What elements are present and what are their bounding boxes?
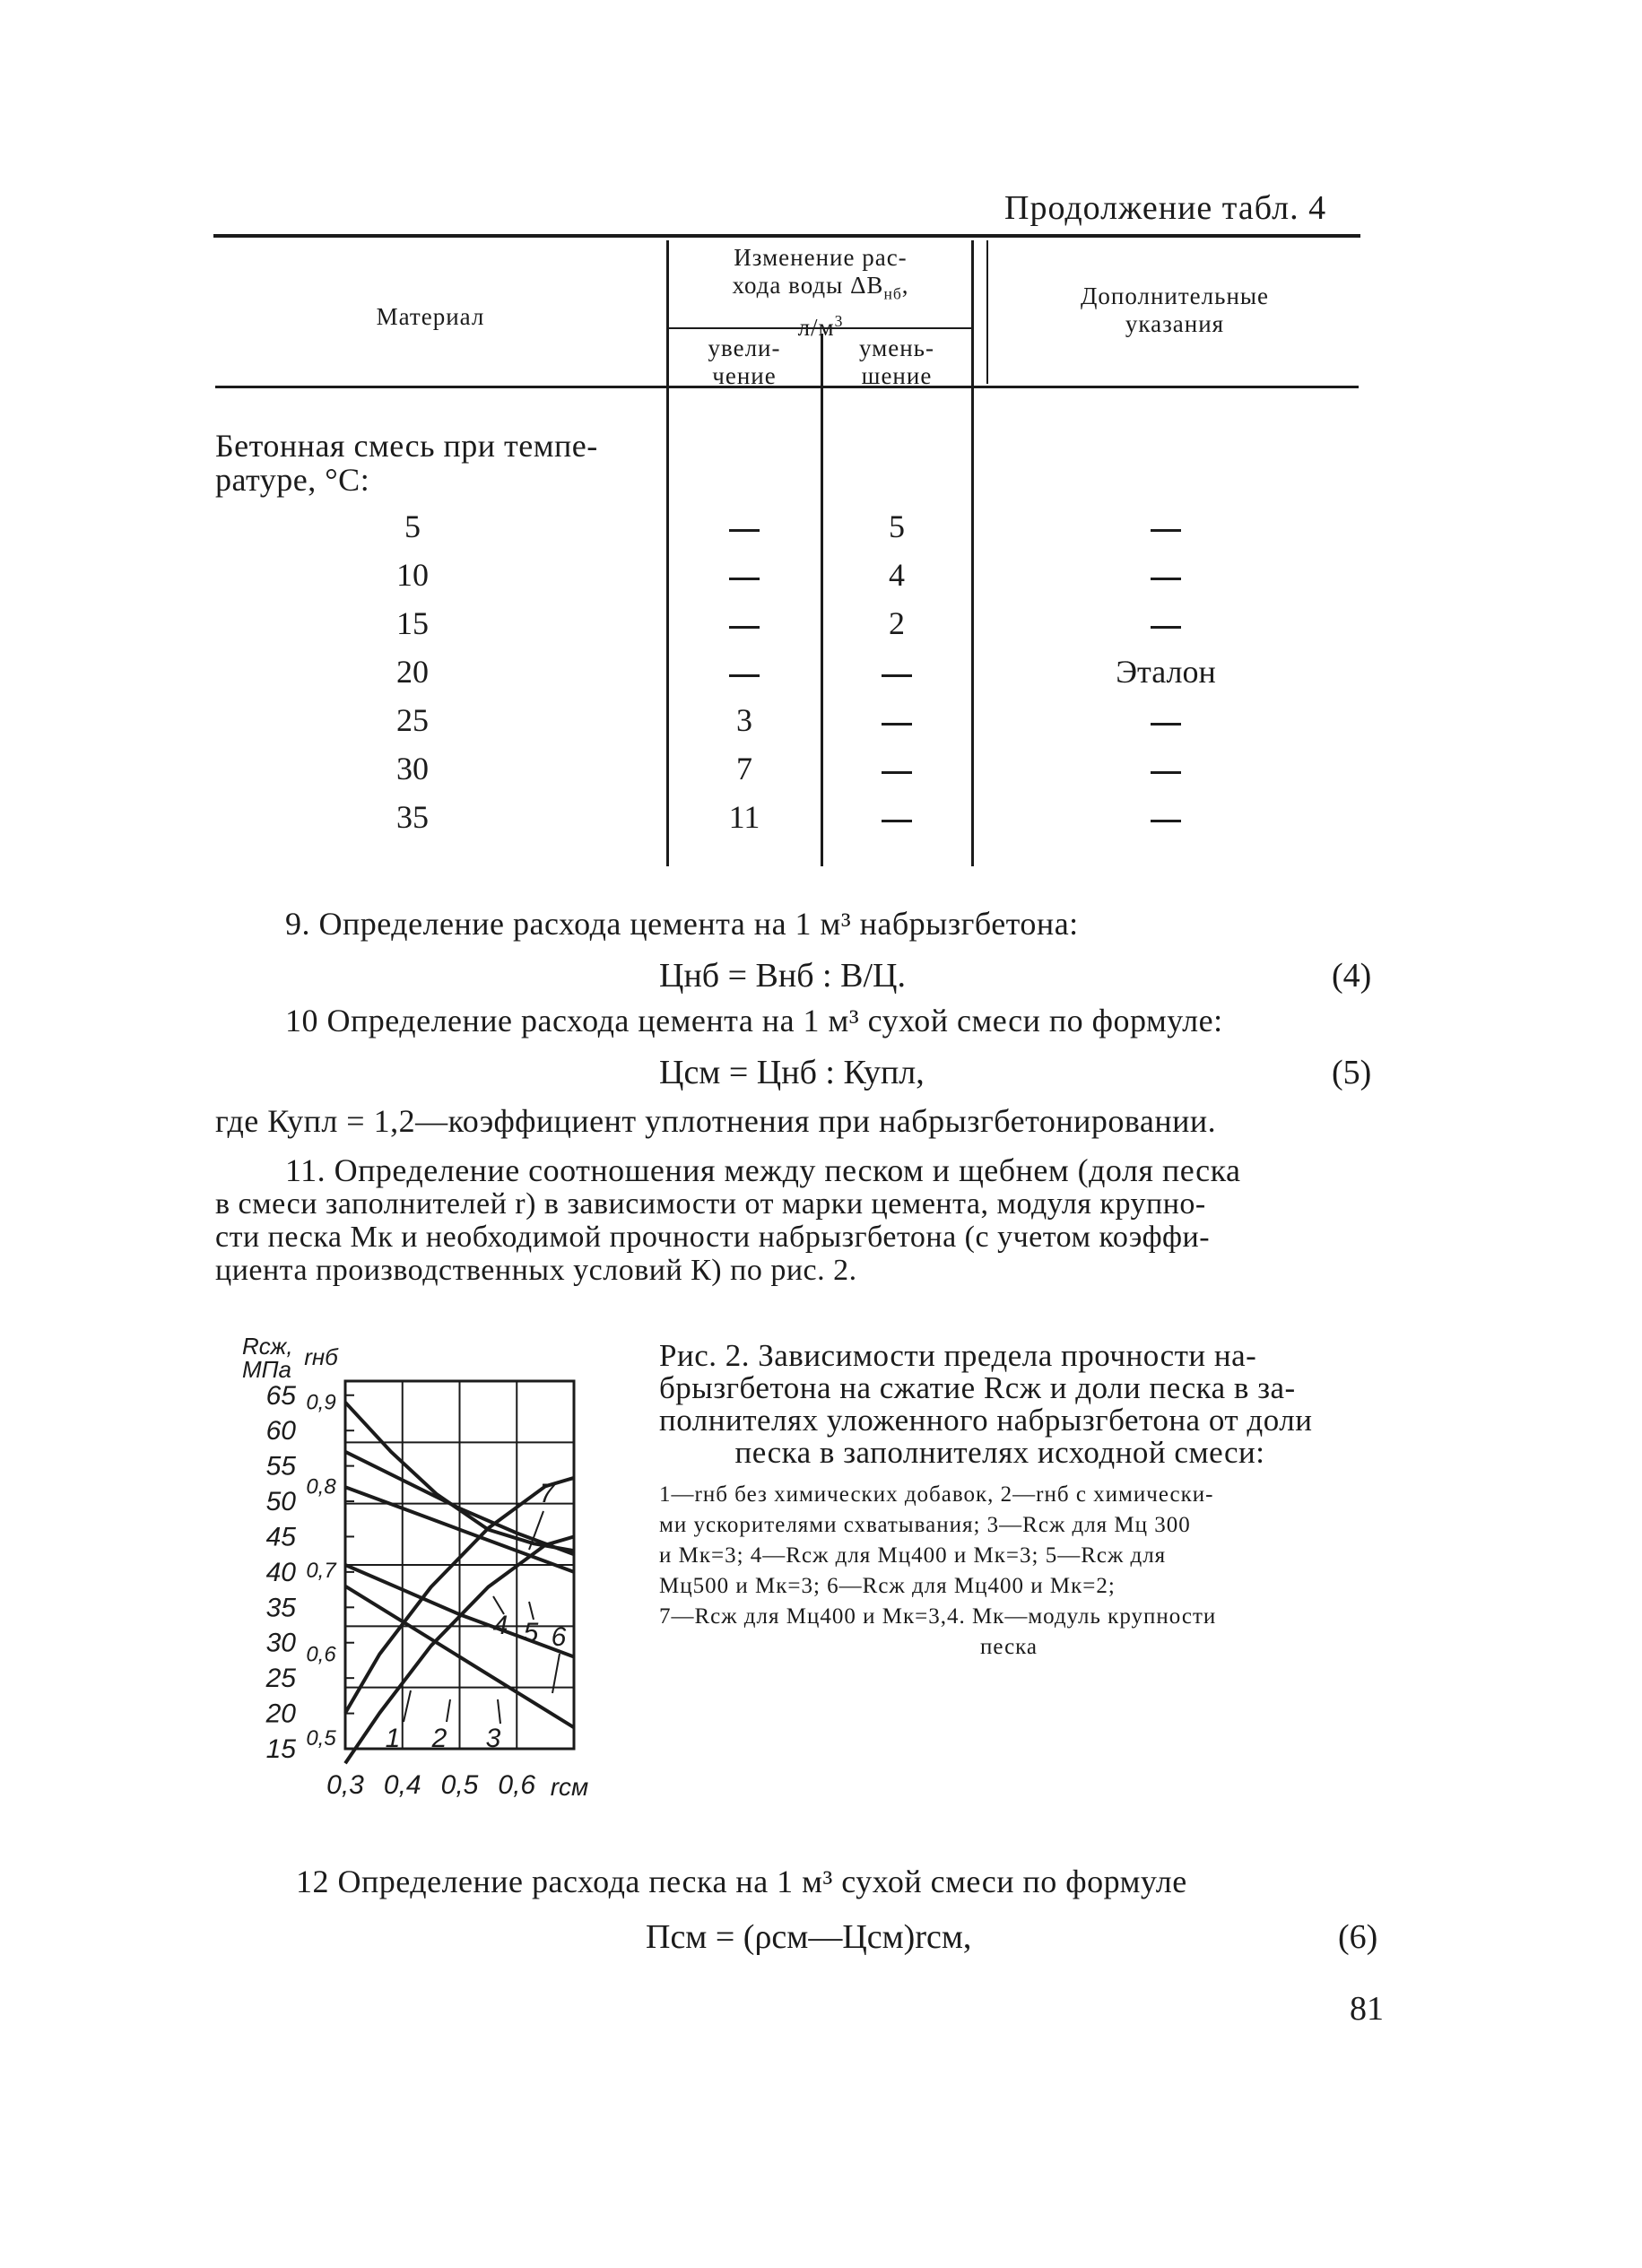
table-cell-temp: 15: [396, 605, 429, 641]
curve-label-7: 7: [539, 1479, 555, 1508]
caption-small-line-2: ми ускорителями схватывания; 3—Rсж для Мц 300: [659, 1513, 1191, 1537]
y-left-tick-label: 15: [265, 1734, 296, 1764]
table-cell-temp: 10: [396, 557, 429, 593]
para-11-line4: циента производственных условий К) по рис. 2.: [215, 1254, 857, 1287]
caption-small-line-4: Мц500 и Мк=3; 6—Rсж для Мц400 и Мк=2;: [659, 1574, 1116, 1598]
figure-caption-legend: [659, 1480, 1377, 1663]
y-right-tick-label: 0,6: [306, 1642, 336, 1667]
caption-main-line-2: брызгбетона на сжатие Rсж и доли песка в за-: [659, 1370, 1296, 1405]
formula-5-number: (5): [1332, 1054, 1372, 1091]
col-decrease-header: умень- шение: [859, 335, 934, 389]
curve-label-5: 5: [523, 1618, 539, 1647]
y-right-tick-label: 0,7: [306, 1558, 336, 1583]
caption-small-line-6: песка: [979, 1635, 1038, 1659]
curve-label-leader-3: [498, 1699, 500, 1724]
table-cell-decrease: 5: [889, 508, 905, 544]
y-left-tick-label: 55: [265, 1451, 296, 1482]
para-11-line2: в смеси заполнителей r) в зависимости от марки цемента, модуля крупно-: [215, 1187, 1206, 1221]
curve-label-leader-1: [404, 1690, 411, 1722]
group-label: Бетонная смесь при темпе- ратуре, °С:: [215, 428, 598, 498]
page-number: 81: [1350, 1990, 1384, 2028]
caption-small-line-3: и Мк=3; 4—Rсж для Мц400 и Мк=3; 5—Rсж для: [659, 1543, 1167, 1568]
col-increase-header: увели- чение: [708, 335, 781, 389]
table-cell-note-dash: [1151, 529, 1181, 532]
x-tick-label: 0,5: [440, 1770, 479, 1800]
formula-4: Цнб = Внб : В/Ц.: [659, 957, 906, 995]
para-12: 12 Определение расхода песка на 1 м³ сухой смеси по формуле: [296, 1864, 1187, 1899]
y-left-axis-title: Rсж,: [242, 1336, 293, 1360]
y-right-tick-label: 0,9: [306, 1390, 336, 1415]
table-cell-increase: 3: [736, 702, 752, 738]
y-left-axis-unit: МПа: [242, 1356, 291, 1383]
caption-main-line-3: полнителях уложенного набрызгбетона от доли: [659, 1403, 1313, 1438]
y-right-axis-title: rнб: [304, 1343, 338, 1370]
table-vline-3: [971, 240, 974, 866]
table-cell-note-dash: [1151, 723, 1181, 726]
table-cell-decrease: 4: [889, 557, 905, 593]
caption-main-line-4: песка в заполнителях исходной смеси:: [734, 1435, 1265, 1470]
table-vline-4: [986, 240, 988, 384]
x-tick-label: 0,4: [383, 1770, 421, 1800]
col-notes-header: Дополнительные указания: [1080, 282, 1270, 337]
curve-label-2: 2: [431, 1724, 447, 1753]
y-right-tick-label: 0,5: [306, 1726, 336, 1751]
col-change-line1: Изменение рас-: [734, 244, 908, 271]
formula-6-number: (6): [1338, 1918, 1378, 1956]
y-left-tick-label: 30: [265, 1628, 296, 1658]
table-cell-temp: 35: [396, 799, 429, 835]
col-change-line3: $л/м^3$: [797, 312, 844, 342]
formula-4-number: (4): [1332, 957, 1372, 995]
y-left-tick-label: 60: [265, 1416, 296, 1447]
y-left-tick-label: 65: [265, 1380, 296, 1411]
formula-6: Пcм = (ρсм—Цсм)rсм,: [646, 1918, 972, 1956]
x-tick-label: 0,3: [326, 1770, 364, 1800]
table-top-rule: [213, 234, 1360, 238]
table-cell-increase-dash: [729, 626, 760, 629]
caption-main-line-1: Рис. 2. Зависимости предела прочности на-: [659, 1338, 1257, 1373]
y-left-tick-label: 45: [265, 1522, 296, 1552]
para-9: 9. Определение расхода цемента на 1 м³ набрызгбетона:: [285, 906, 1079, 942]
para-11-line1: 11. Определение соотношения между песком и щебнем (доля песка: [285, 1152, 1241, 1188]
col-change-header: [673, 244, 969, 342]
table-cell-note: Эталон: [1116, 654, 1216, 690]
table-cell-increase: 7: [736, 751, 752, 786]
para-11-line3: сти песка Мк и необходимой прочности набрызгбетона (с учетом коэффи-: [215, 1221, 1211, 1254]
y-left-tick-label: 40: [265, 1557, 296, 1587]
x-axis-title: rсм: [550, 1773, 589, 1801]
table-cell-temp: 20: [396, 654, 429, 690]
caption-small-line-1: 1—rнб без химических добавок, 2—rнб с химически-: [659, 1482, 1214, 1507]
curve-label-1: 1: [385, 1724, 401, 1753]
caption-small-line-5: 7—Rсж для Мц400 и Мк=3,4. Мк—модуль крупности: [659, 1604, 1217, 1629]
para-10: 10 Определение расхода цемента на 1 м³ сухой смеси по формуле:: [285, 1003, 1223, 1038]
curve-label-leader-2: [447, 1699, 450, 1722]
table-vline-2: [821, 334, 823, 866]
table-cell-temp: 5: [404, 508, 421, 544]
table-cell-decrease-dash: [882, 674, 912, 677]
y-left-tick-label: 35: [265, 1593, 296, 1623]
col-change-line2: хода воды $\Delta В_{нб}$,: [732, 272, 909, 303]
curve-label-leader-5: [529, 1602, 534, 1620]
y-left-tick-label: 20: [265, 1699, 296, 1729]
continuation-title: Продолжение табл. 4: [1004, 189, 1327, 227]
y-left-tick-label: 25: [265, 1664, 296, 1694]
table-cell-decrease-dash: [882, 820, 912, 822]
curve-label-3: 3: [485, 1724, 501, 1753]
figure-2-chart: [215, 1336, 601, 1838]
table-cell-decrease-dash: [882, 771, 912, 774]
curve-label-6: 6: [551, 1622, 567, 1652]
table-cell-increase-dash: [729, 674, 760, 677]
table-cell-temp: 25: [396, 702, 429, 738]
table-cell-note-dash: [1151, 771, 1181, 774]
table-cell-note-dash: [1151, 820, 1181, 822]
table-cell-note-dash: [1151, 578, 1181, 580]
figure-caption-main: [659, 1340, 1377, 1469]
table-cell-increase: 11: [728, 799, 760, 835]
table-cell-increase-dash: [729, 529, 760, 532]
table-cell-increase-dash: [729, 578, 760, 580]
table-cell-note-dash: [1151, 626, 1181, 629]
x-tick-label: 0,6: [498, 1770, 536, 1800]
y-left-tick-label: 50: [265, 1487, 296, 1517]
table-vline-1: [666, 240, 669, 866]
where-clause: где Купл = 1,2—коэффициент уплотнения при набрызгбетонировании.: [215, 1103, 1217, 1139]
table-cell-temp: 30: [396, 751, 429, 786]
formula-5: Цсм = Цнб : Купл,: [659, 1054, 925, 1091]
table-cell-decrease-dash: [882, 723, 912, 726]
col-material-header: Материал: [376, 303, 485, 330]
y-right-tick-label: 0,8: [306, 1474, 336, 1499]
curve-label-4: 4: [492, 1611, 508, 1640]
table-cell-decrease: 2: [889, 605, 905, 641]
